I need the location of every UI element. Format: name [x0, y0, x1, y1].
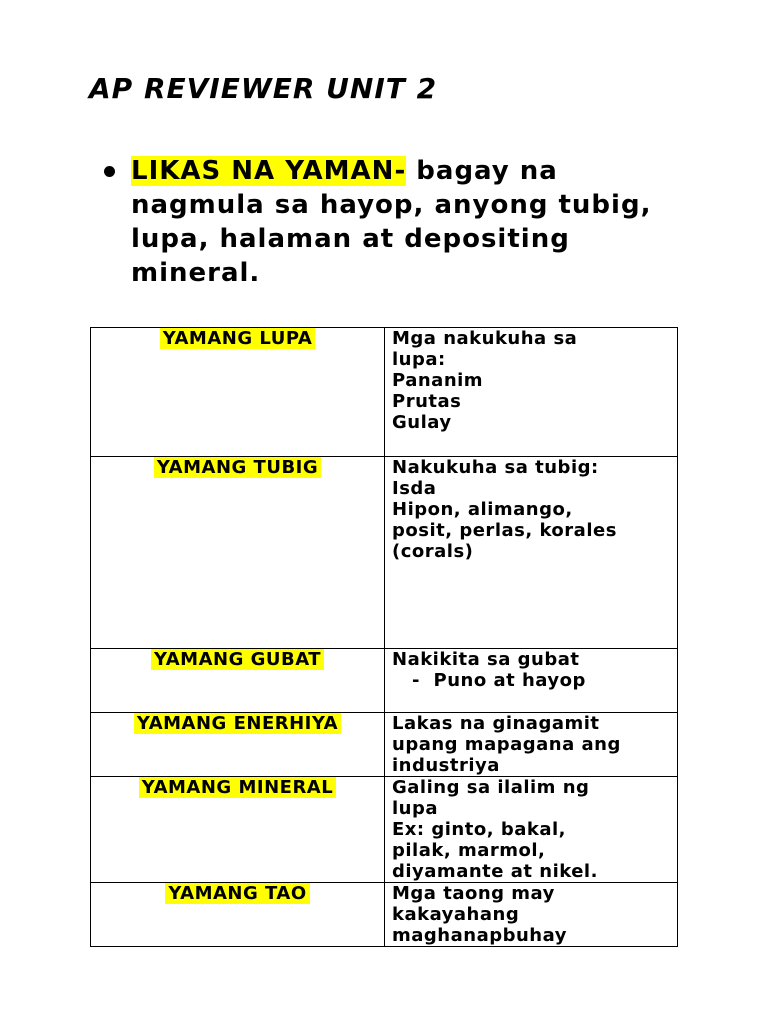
description-line: Pananim	[392, 370, 484, 391]
description-line: maghanapbuhay	[392, 925, 567, 946]
description-cell	[385, 883, 678, 947]
definition-text	[131, 154, 661, 290]
table-row	[91, 713, 678, 777]
description-cell	[385, 649, 678, 713]
page-title: AP REVIEWER UNIT 2	[89, 72, 438, 105]
description-line: Mga taong may	[392, 883, 555, 904]
description-line: upang mapagana ang	[392, 734, 621, 755]
category-cell	[91, 713, 385, 777]
description-line: lupa:	[392, 349, 446, 370]
description-line: Ex: ginto, bakal,	[392, 819, 566, 840]
category-label: YAMANG TAO	[165, 883, 309, 904]
description-line: kakayahang	[392, 904, 520, 925]
description-cell	[385, 777, 678, 883]
description-cell	[385, 713, 678, 777]
category-label: YAMANG LUPA	[160, 328, 316, 349]
category-label: YAMANG MINERAL	[139, 777, 336, 798]
description-line: pilak, marmol,	[392, 840, 546, 861]
description-sub-item	[392, 670, 677, 691]
dash-marker: -	[412, 670, 434, 691]
description-line: Hipon, alimango,	[392, 499, 573, 520]
description-line: Mga nakukuha sa	[392, 328, 578, 349]
table-row	[91, 777, 678, 883]
definition-body: bagay na nagmula sa hayop, anyong tubig, lupa, halaman at depositing mineral.	[131, 156, 652, 288]
category-label: YAMANG GUBAT	[151, 649, 324, 670]
description-line: industriya	[392, 755, 500, 776]
description-line: posit, perlas, korales	[392, 520, 617, 541]
resources-table	[90, 327, 678, 947]
category-label: YAMANG TUBIG	[154, 457, 321, 478]
description-cell	[385, 328, 678, 457]
description-line: Nakikita sa gubat	[392, 649, 580, 670]
category-label: YAMANG ENERHIYA	[134, 713, 341, 734]
category-cell	[91, 457, 385, 649]
description-line: Galing sa ilalim ng	[392, 777, 590, 798]
description-line: Isda	[392, 478, 437, 499]
description-line: (corals)	[392, 541, 474, 562]
table-row	[91, 883, 678, 947]
description-line: diyamante at nikel.	[392, 861, 598, 882]
category-cell	[91, 328, 385, 457]
description-cell	[385, 457, 678, 649]
description-line: Nakukuha sa tubig:	[392, 457, 599, 478]
category-cell	[91, 883, 385, 947]
table-row	[91, 328, 678, 457]
table-row	[91, 457, 678, 649]
description-line: Prutas	[392, 391, 462, 412]
description-line: lupa	[392, 798, 439, 819]
description-line: Lakas na ginagamit	[392, 713, 600, 734]
category-cell	[91, 649, 385, 713]
definition-bullet	[100, 154, 700, 290]
bullet-icon	[104, 166, 115, 177]
category-cell	[91, 777, 385, 883]
table-row	[91, 649, 678, 713]
definition-term: LIKAS NA YAMAN-	[131, 156, 407, 186]
description-line: Gulay	[392, 412, 452, 433]
sub-item-text: Puno at hayop	[433, 670, 586, 691]
